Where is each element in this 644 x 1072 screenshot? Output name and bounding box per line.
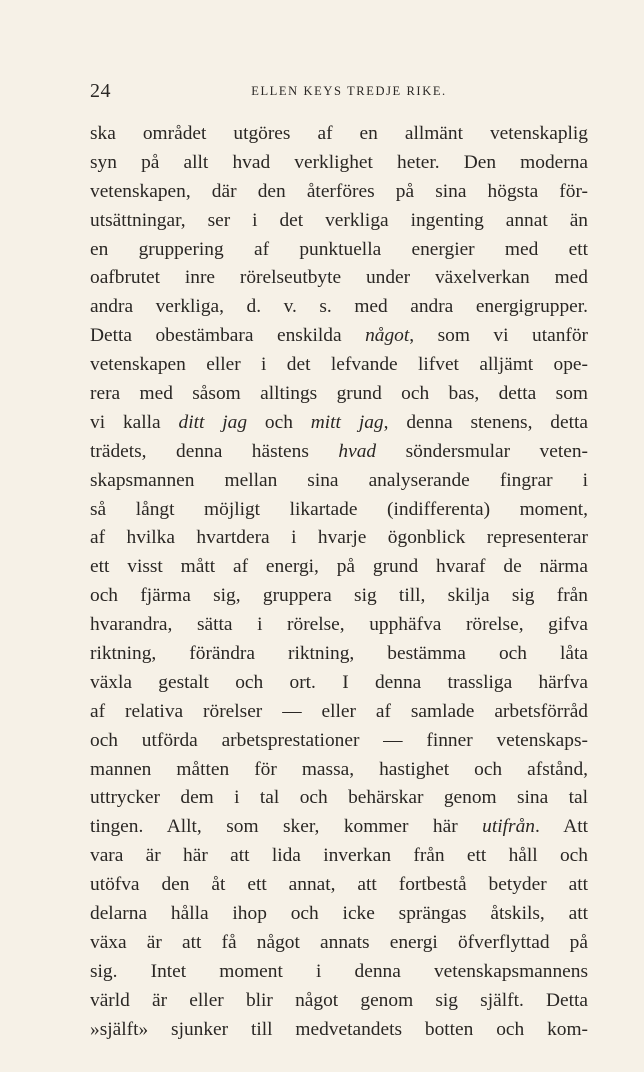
text-line xyxy=(90,611,588,640)
text-run: , som vi utanför xyxy=(409,325,589,347)
text-line xyxy=(90,178,588,207)
running-title: ELLEN KEYS TREDJE RIKE. xyxy=(251,84,447,98)
text-run: syn på allt hvad verklighet heter. Den moderna xyxy=(90,151,588,173)
text-line xyxy=(90,987,588,1016)
text-line xyxy=(90,553,588,582)
text-run: skapsmannen mellan sina analyserande fingrar i xyxy=(90,469,588,491)
text-line xyxy=(90,380,588,409)
text-run: ett visst mått af energi, på grund hvaraf de närma xyxy=(90,556,588,578)
text-line xyxy=(90,496,588,525)
italic-text: något xyxy=(365,325,410,347)
text-run: »själft» sjunker till medvetandets botten och kom- xyxy=(90,1018,588,1040)
text-run: mannen måtten för massa, hastighet och afstånd, xyxy=(90,758,588,780)
italic-text: utifrån xyxy=(482,816,535,838)
text-run: . Att xyxy=(534,816,588,838)
text-line xyxy=(90,438,588,467)
text-line xyxy=(90,293,588,322)
text-run: riktning, förändra riktning, bestämma och låta xyxy=(90,643,588,665)
text-line xyxy=(90,929,588,958)
page-number: 24 xyxy=(90,80,111,102)
text-line xyxy=(90,727,588,756)
text-run: växa är att få något annats energi öfverflyttad på xyxy=(90,931,588,953)
page-header xyxy=(90,80,588,102)
text-line xyxy=(90,207,588,236)
text-run: och fjärma sig, gruppera sig till, skilja sig från xyxy=(90,585,588,607)
text-run: vara är här att lida inverkan från ett håll och xyxy=(90,845,588,867)
text-run: vetenskapen eller i det lefvande lifvet alljämt ope- xyxy=(90,354,588,376)
text-line xyxy=(90,236,588,265)
text-run: vi kalla xyxy=(90,411,179,433)
text-line xyxy=(90,813,588,842)
text-run: växla gestalt och ort. I denna trassliga härfva xyxy=(90,671,588,693)
text-run: , denna stenens, detta xyxy=(383,411,588,433)
text-run: och utförda arbetsprestationer — finner vetenskaps- xyxy=(90,729,588,751)
text-line xyxy=(90,149,588,178)
text-run: en gruppering af punktuella energier med ett xyxy=(90,238,588,260)
text-run: oafbrutet inre rörelseutbyte under växelverkan med xyxy=(90,267,588,289)
text-line xyxy=(90,784,588,813)
text-run: söndersmular veten- xyxy=(376,440,588,462)
text-line xyxy=(90,669,588,698)
text-run: af relativa rörelser — eller af samlade arbetsförråd xyxy=(90,700,588,722)
text-run: hvarandra, sätta i rörelse, upphäfva rörelse, gifva xyxy=(90,614,588,636)
text-line xyxy=(90,900,588,929)
italic-text: hvad xyxy=(338,440,377,462)
text-run: och xyxy=(247,411,311,433)
text-run: så långt möjligt likartade (indifferenta) moment, xyxy=(90,498,588,520)
text-run: rera med såsom alltings grund och bas, detta som xyxy=(90,383,588,405)
text-line xyxy=(90,640,588,669)
body-text xyxy=(90,120,588,1045)
text-run: uttrycker dem i tal och behärskar genom sina tal xyxy=(90,787,588,809)
text-line xyxy=(90,582,588,611)
text-line xyxy=(90,1016,588,1045)
text-run: delarna hålla ihop och icke sprängas åtskils, att xyxy=(90,903,588,925)
text-line xyxy=(90,409,588,438)
text-line xyxy=(90,264,588,293)
text-line xyxy=(90,698,588,727)
text-run: andra verkliga, d. v. s. med andra energigrupper. xyxy=(90,296,588,318)
text-run: ska området utgöres af en allmänt vetenskaplig xyxy=(90,123,588,144)
text-run: sig. Intet moment i denna vetenskapsmannens xyxy=(90,960,588,982)
text-run: trädets, denna hästens xyxy=(90,440,339,462)
text-line xyxy=(90,756,588,785)
text-run: utsättningar, ser i det verkliga ingenting annat än xyxy=(90,209,588,231)
text-run: tingen. Allt, som sker, kommer här xyxy=(90,816,483,838)
italic-text: mitt jag xyxy=(310,411,384,433)
text-line xyxy=(90,842,588,871)
text-line xyxy=(90,871,588,900)
text-line xyxy=(90,120,588,149)
italic-text: ditt jag xyxy=(178,411,248,433)
text-run: af hvilka hvartdera i hvarje ögonblick representerar xyxy=(90,527,588,549)
text-run: vetenskapen, där den återföres på sina högsta för- xyxy=(90,180,588,202)
text-run: värld är eller blir något genom sig själft. Detta xyxy=(90,989,588,1011)
text-run: utöfva den åt ett annat, att fortbestå betyder att xyxy=(90,874,588,896)
text-line xyxy=(90,524,588,553)
text-run: Detta obestämbara enskilda xyxy=(90,325,366,347)
text-line xyxy=(90,351,588,380)
text-line xyxy=(90,958,588,987)
text-line xyxy=(90,467,588,496)
text-line xyxy=(90,322,588,351)
